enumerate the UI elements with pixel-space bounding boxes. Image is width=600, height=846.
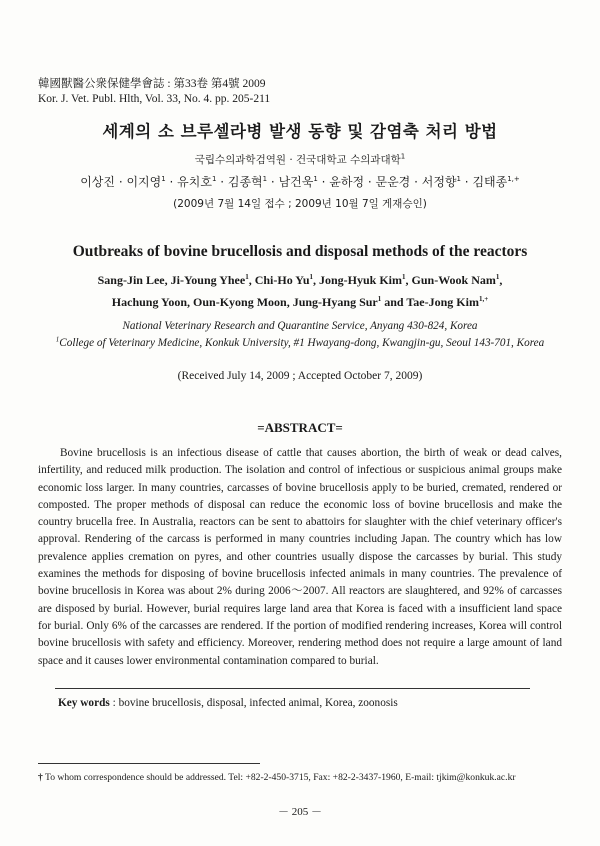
author-name: Sang-Jin Lee — [97, 273, 165, 287]
author-sup: 1 — [161, 175, 166, 183]
author-sup: 1 — [377, 295, 382, 303]
page-number: － 205 － — [278, 806, 322, 818]
author-name: 김종혁 — [227, 175, 263, 189]
author-sup: 1 — [309, 273, 313, 281]
english-dates: (Received July 14, 2009 ; Accepted October 7, 2009) — [177, 370, 423, 382]
korean-affiliation-sup: 1 — [400, 152, 406, 161]
author-name: Jong-Hyuk Kim — [319, 273, 403, 287]
author-name: Ji-Young Yhee — [170, 273, 246, 287]
keywords-label: Key words — [58, 697, 110, 709]
english-affiliation-1: National Veterinary Research and Quarantine Service, Anyang 430-824, Korea — [122, 320, 478, 332]
abstract-body: Bovine brucellosis is an infectious disease of cattle that causes abortion, the birth of weak or dead calves, infertility, and reduced milk production. The isolation and control of infectious or suspicious animal groups make economic loss larger. In many countries, carcasses of bovine brucellosis apply to be buried, cremated, rendered or composted. The proper methods of disposal can reduce the economic loss of bovine brucellosis and make the country brucella free. In Australia, reactors can be sent to abattoirs for slaughter with the chief veterinary officer's approval. Rendering of the carcass is performed in many countries including Japan. The country which has low prevalence applies cremation on pyres, and other countries usually dispose the carcasses by burial. This study examines the methods for disposing of bovine brucellosis infected animals in many countries. The prevalence of bovine brucellosis in Korea was about 2% during 2006～2007. All reactors are slaughtered, and 92% of carcasses are disposed by burial. However, burial requires large land area that Korea is faced with a insufficient land space for burial. Only 6% of the carcasses are rendered. If the portion of modified rendering increases, Korea will control bovine brucellosis with safety and efficiency. Moreover, rendering method does not require a large amount of land space and it causes lower environmental contamination compared to burial. — [38, 447, 562, 667]
journal-header-english: Kor. J. Vet. Publ. Hlth, Vol. 33, No. 4. pp. 205-211 — [38, 93, 271, 105]
english-affiliation-2-sup: 1 — [55, 334, 60, 343]
author-name: 윤하정 — [329, 175, 365, 189]
korean-affiliation-text: 국립수의과학검역원 · 건국대학교 수의과대학 — [194, 154, 401, 166]
author-name: 서정향 — [421, 175, 457, 189]
english-authors — [40, 269, 560, 313]
author-name: Chi-Ho Yu — [254, 273, 310, 287]
footnote-mark: † — [38, 772, 43, 783]
author-name: 유치호 — [177, 175, 212, 189]
korean-dates: (2009년 7월 14일 접수 ; 2009년 10월 7일 게재승인) — [173, 198, 427, 210]
english-affiliation-2 — [40, 335, 560, 352]
author-sup: 1 — [313, 175, 318, 183]
english-affiliations — [40, 318, 560, 351]
journal-header-korean: 韓國獸醫公衆保健學會誌 : 第33卷 第4號 2009 — [38, 78, 266, 90]
english-authors-line2-last: and Tae-Jong Kim — [381, 295, 479, 309]
footnote-text: To whom correspondence should be addressed. Tel: +82-2-450-3715, Fax: +82-2-3437-1960, E-mail: tjkim@konkuk.ac.kr — [42, 772, 516, 783]
author-sup: 1,+ — [478, 295, 489, 303]
english-title: Outbreaks of bovine brucellosis and disposal methods of the reactors — [72, 243, 528, 260]
author-name: Gun-Wook Nam — [411, 273, 496, 287]
english-authors-line1: Sang-Jin Lee, Ji-Young Yhee$^1$, Chi-Ho Yu$^1$, Jong-Hyuk Kim$^1$, Gun-Wook Nam$^1$, — [97, 273, 503, 287]
author-name: 이상진 — [80, 175, 115, 189]
author-sup: 1 — [211, 175, 217, 183]
author-sup: 1 — [495, 273, 500, 281]
abstract-heading: =ABSTRACT= — [257, 420, 343, 435]
author-name: 김태종 — [472, 175, 508, 189]
journal-header — [38, 77, 270, 107]
author-name: 문운경 — [375, 175, 411, 189]
author-sup: 1 — [402, 273, 406, 281]
korean-authors: 이상진 · 이지영$^1$ · 유치호$^1$ · 김종혁$^1$ · 남건욱$^1$ · 윤하정 · 문운경 · 서정향$^1$ · 김태종$^{1,+}$ — [80, 175, 520, 189]
english-affiliation-2-text: College of Veterinary Medicine, Konkuk University, #1 Hwayang-dong, Kwangjin-gu, Seoul 143-701, Korea — [59, 336, 545, 349]
author-sup: 1 — [456, 175, 461, 183]
author-sup: 1 — [245, 273, 249, 281]
english-authors-line2-names: Hachung Yoon, Oun-Kyong Moon, Jung-Hyang Sur — [111, 295, 378, 309]
footnote — [38, 772, 516, 783]
footnote-divider — [38, 763, 260, 764]
korean-title: 세계의 소 브루셀라병 발생 동향 및 감염축 처리 방법 — [102, 122, 498, 141]
korean-affiliation — [0, 152, 600, 167]
author-sup: 1 — [262, 175, 268, 183]
keywords — [58, 697, 398, 709]
author-name: 이지영 — [126, 175, 162, 189]
author-name: 남건욱 — [278, 175, 314, 189]
english-authors-line2 — [40, 291, 560, 313]
keywords-text: : bovine brucellosis, disposal, infected animal, Korea, zoonosis — [109, 697, 398, 709]
keywords-divider — [55, 688, 530, 689]
author-sup: 1,+ — [507, 175, 520, 183]
